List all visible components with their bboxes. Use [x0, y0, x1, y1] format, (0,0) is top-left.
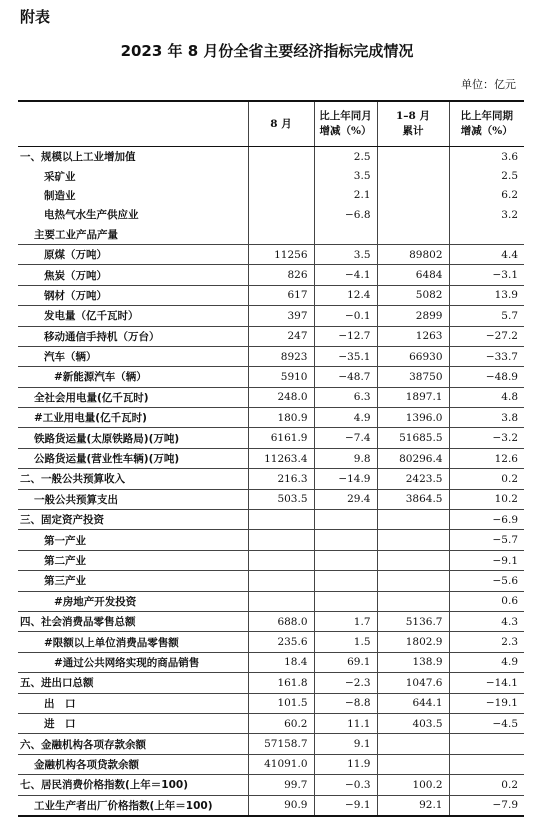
row-aug-value: [248, 147, 314, 167]
row-aug-value: [248, 510, 314, 530]
row-indicator-name: 钢材（万吨）: [18, 285, 248, 305]
row-cumulative-yoy-value: −4.5: [449, 713, 524, 733]
row-cumulative-yoy-value: −33.7: [449, 346, 524, 366]
row-indicator-name: 三、固定资产投资: [18, 510, 248, 530]
row-indicator-name: 七、居民消费价格指数(上年＝100): [18, 775, 248, 795]
table-row: [18, 591, 524, 611]
row-aug-yoy-value: 6.3: [314, 387, 377, 407]
row-cumulative-yoy-value: −5.6: [449, 571, 524, 591]
row-aug-value: [248, 166, 314, 185]
row-aug-value: 826: [248, 265, 314, 285]
row-cumulative-yoy-value: [449, 734, 524, 754]
row-cumulative-value: [377, 510, 449, 530]
row-cumulative-value: 1263: [377, 326, 449, 346]
header-jan-aug: [377, 101, 449, 147]
row-indicator-name: 公路货运量(营业性车辆)(万吨): [18, 448, 248, 468]
row-cumulative-yoy-value: −9.1: [449, 550, 524, 570]
row-cumulative-value: 38750: [377, 367, 449, 387]
row-cumulative-yoy-value: 5.7: [449, 306, 524, 326]
row-aug-value: [248, 591, 314, 611]
row-aug-value: 248.0: [248, 387, 314, 407]
row-cumulative-value: [377, 571, 449, 591]
row-cumulative-value: [377, 166, 449, 185]
row-cumulative-value: [377, 591, 449, 611]
row-aug-yoy-value: −8.8: [314, 693, 377, 713]
table-row: [18, 306, 524, 326]
row-aug-yoy-value: [314, 591, 377, 611]
row-indicator-name: 原煤（万吨）: [18, 244, 248, 264]
row-cumulative-value: [377, 550, 449, 570]
row-cumulative-yoy-value: 4.8: [449, 387, 524, 407]
row-aug-value: 247: [248, 326, 314, 346]
row-indicator-name: 一、规模以上工业增加值: [18, 147, 248, 167]
row-cumulative-value: [377, 147, 449, 167]
table-row: [18, 408, 524, 428]
row-cumulative-yoy-value: −6.9: [449, 510, 524, 530]
table-row: [18, 673, 524, 693]
row-cumulative-value: 1802.9: [377, 632, 449, 652]
row-cumulative-yoy-value: 2.3: [449, 632, 524, 652]
row-cumulative-value: 5082: [377, 285, 449, 305]
row-aug-yoy-value: 11.9: [314, 754, 377, 774]
header-aug: 8 月: [248, 101, 314, 147]
row-indicator-name: #新能源汽车（辆）: [18, 367, 248, 387]
header-ytd-yoy: [449, 101, 524, 147]
row-indicator-name: 发电量（亿千瓦时）: [18, 306, 248, 326]
row-aug-value: 60.2: [248, 713, 314, 733]
row-aug-yoy-value: 1.5: [314, 632, 377, 652]
table-row: [18, 186, 524, 205]
row-aug-yoy-value: [314, 550, 377, 570]
table-row: [18, 147, 524, 167]
row-cumulative-value: 2899: [377, 306, 449, 326]
row-aug-yoy-value: 1.7: [314, 611, 377, 631]
row-aug-yoy-value: 2.5: [314, 147, 377, 167]
row-cumulative-yoy-value: 6.2: [449, 186, 524, 205]
row-cumulative-yoy-value: 4.9: [449, 652, 524, 672]
row-aug-value: [248, 186, 314, 205]
table-row: [18, 795, 524, 816]
table-row: [18, 387, 524, 407]
row-cumulative-value: 100.2: [377, 775, 449, 795]
row-cumulative-value: 403.5: [377, 713, 449, 733]
row-aug-yoy-value: 9.1: [314, 734, 377, 754]
unit-label: 单位：亿元: [461, 78, 516, 91]
row-aug-yoy-value: −2.3: [314, 673, 377, 693]
table-row: [18, 166, 524, 185]
row-cumulative-value: 5136.7: [377, 611, 449, 631]
row-aug-value: 216.3: [248, 469, 314, 489]
table-row: [18, 713, 524, 733]
table-row: [18, 448, 524, 468]
row-cumulative-value: 89802: [377, 244, 449, 264]
row-indicator-name: 移动通信手持机（万台）: [18, 326, 248, 346]
row-aug-yoy-value: 11.1: [314, 713, 377, 733]
row-cumulative-value: [377, 186, 449, 205]
table-row: [18, 754, 524, 774]
row-cumulative-value: [377, 734, 449, 754]
row-aug-yoy-value: −0.3: [314, 775, 377, 795]
row-cumulative-yoy-value: −48.9: [449, 367, 524, 387]
table-row: [18, 244, 524, 264]
row-cumulative-yoy-value: 13.9: [449, 285, 524, 305]
row-aug-value: 180.9: [248, 408, 314, 428]
row-aug-yoy-value: 12.4: [314, 285, 377, 305]
table-row: [18, 225, 524, 245]
row-cumulative-yoy-value: 0.2: [449, 775, 524, 795]
attachment-label: 附表: [20, 8, 51, 26]
row-cumulative-value: 1396.0: [377, 408, 449, 428]
table-header: [18, 101, 524, 147]
row-cumulative-yoy-value: −19.1: [449, 693, 524, 713]
table-row: [18, 775, 524, 795]
table-row: [18, 489, 524, 509]
row-cumulative-yoy-value: 4.4: [449, 244, 524, 264]
row-cumulative-value: [377, 754, 449, 774]
row-indicator-name: 汽车（辆）: [18, 346, 248, 366]
row-cumulative-yoy-value: 3.6: [449, 147, 524, 167]
row-cumulative-yoy-value: −14.1: [449, 673, 524, 693]
table-row: [18, 530, 524, 550]
table-row: [18, 734, 524, 754]
row-aug-value: 57158.7: [248, 734, 314, 754]
row-aug-value: [248, 225, 314, 245]
row-cumulative-value: 92.1: [377, 795, 449, 816]
header-ytd-yoy-line2: 增减（%）: [460, 125, 513, 137]
row-aug-value: 688.0: [248, 611, 314, 631]
table-row: [18, 550, 524, 570]
row-indicator-name: 焦炭（万吨）: [18, 265, 248, 285]
row-indicator-name: #工业用电量(亿千瓦时): [18, 408, 248, 428]
table-row: [18, 571, 524, 591]
row-cumulative-yoy-value: 0.6: [449, 591, 524, 611]
row-cumulative-value: 2423.5: [377, 469, 449, 489]
header-jan-aug-line1: 1–8 月: [395, 110, 431, 122]
row-aug-yoy-value: −14.9: [314, 469, 377, 489]
row-aug-yoy-value: [314, 510, 377, 530]
row-indicator-name: 铁路货运量(太原铁路局)(万吨): [18, 428, 248, 448]
row-indicator-name: 二、一般公共预算收入: [18, 469, 248, 489]
row-indicator-name: #限额以上单位消费品零售额: [18, 632, 248, 652]
row-cumulative-yoy-value: −7.9: [449, 795, 524, 816]
row-cumulative-yoy-value: [449, 225, 524, 245]
row-indicator-name: 进 口: [18, 713, 248, 733]
header-aug-yoy-line2: 增减（%）: [319, 125, 372, 137]
row-indicator-name: #通过公共网络实现的商品销售: [18, 652, 248, 672]
row-aug-value: 41091.0: [248, 754, 314, 774]
row-aug-yoy-value: −0.1: [314, 306, 377, 326]
table-row: [18, 652, 524, 672]
row-cumulative-value: 1047.6: [377, 673, 449, 693]
row-aug-yoy-value: 9.8: [314, 448, 377, 468]
row-indicator-name: 全社会用电量(亿千瓦时): [18, 387, 248, 407]
row-aug-yoy-value: 2.1: [314, 186, 377, 205]
row-aug-value: 11263.4: [248, 448, 314, 468]
row-aug-value: [248, 530, 314, 550]
row-aug-value: 8923: [248, 346, 314, 366]
row-aug-value: 11256: [248, 244, 314, 264]
row-cumulative-value: 51685.5: [377, 428, 449, 448]
table-row: [18, 693, 524, 713]
row-aug-yoy-value: 3.5: [314, 166, 377, 185]
indicator-table: [18, 100, 524, 817]
table-row: [18, 510, 524, 530]
table-row: [18, 205, 524, 224]
row-aug-value: 5910: [248, 367, 314, 387]
row-aug-yoy-value: −6.8: [314, 205, 377, 224]
row-indicator-name: 第一产业: [18, 530, 248, 550]
table-row: [18, 285, 524, 305]
row-indicator-name: 第二产业: [18, 550, 248, 570]
row-cumulative-value: 644.1: [377, 693, 449, 713]
row-aug-yoy-value: [314, 571, 377, 591]
row-aug-yoy-value: −12.7: [314, 326, 377, 346]
row-aug-yoy-value: [314, 530, 377, 550]
row-aug-yoy-value: [314, 225, 377, 245]
header-aug-yoy: [314, 101, 377, 147]
row-aug-yoy-value: −7.4: [314, 428, 377, 448]
row-indicator-name: #房地产开发投资: [18, 591, 248, 611]
page-title: 2023 年 8 月份全省主要经济指标完成情况: [120, 42, 414, 60]
table-row: [18, 367, 524, 387]
row-cumulative-yoy-value: 10.2: [449, 489, 524, 509]
row-aug-value: [248, 205, 314, 224]
table-row: [18, 265, 524, 285]
row-cumulative-yoy-value: 3.8: [449, 408, 524, 428]
row-aug-yoy-value: −35.1: [314, 346, 377, 366]
row-cumulative-value: [377, 530, 449, 550]
header-ytd-yoy-line1: 比上年同期: [460, 110, 513, 122]
row-cumulative-yoy-value: [449, 754, 524, 774]
row-cumulative-yoy-value: −5.7: [449, 530, 524, 550]
header-aug-yoy-line1: 比上年同月: [319, 110, 372, 122]
row-cumulative-yoy-value: 3.2: [449, 205, 524, 224]
table-body: [18, 147, 524, 816]
row-aug-yoy-value: 3.5: [314, 244, 377, 264]
row-cumulative-yoy-value: −27.2: [449, 326, 524, 346]
row-aug-value: 90.9: [248, 795, 314, 816]
row-cumulative-yoy-value: −3.1: [449, 265, 524, 285]
row-aug-value: 235.6: [248, 632, 314, 652]
row-cumulative-value: 138.9: [377, 652, 449, 672]
row-indicator-name: 采矿业: [44, 170, 76, 183]
row-aug-value: 101.5: [248, 693, 314, 713]
row-aug-value: 397: [248, 306, 314, 326]
table-row: [18, 469, 524, 489]
row-aug-yoy-value: 29.4: [314, 489, 377, 509]
row-aug-yoy-value: −9.1: [314, 795, 377, 816]
row-cumulative-value: 1897.1: [377, 387, 449, 407]
row-cumulative-yoy-value: −3.2: [449, 428, 524, 448]
row-indicator-name: 五、进出口总额: [18, 673, 248, 693]
row-cumulative-value: [377, 225, 449, 245]
row-indicator-name: 工业生产者出厂价格指数(上年＝100): [18, 795, 248, 816]
table-row: [18, 611, 524, 631]
row-cumulative-value: [377, 205, 449, 224]
table-row: [18, 428, 524, 448]
row-aug-value: 6161.9: [248, 428, 314, 448]
row-aug-yoy-value: 4.9: [314, 408, 377, 428]
row-indicator-name: 金融机构各项贷款余额: [18, 754, 248, 774]
row-cumulative-value: 80296.4: [377, 448, 449, 468]
row-aug-value: [248, 550, 314, 570]
row-indicator-name: 出 口: [18, 693, 248, 713]
row-aug-value: 161.8: [248, 673, 314, 693]
row-cumulative-value: 3864.5: [377, 489, 449, 509]
table-row: [18, 326, 524, 346]
row-aug-yoy-value: 69.1: [314, 652, 377, 672]
table-row: [18, 632, 524, 652]
row-indicator-name: 电热气水生产供应业: [44, 209, 139, 222]
row-aug-yoy-value: −48.7: [314, 367, 377, 387]
row-aug-value: [248, 571, 314, 591]
row-indicator-name: 制造业: [44, 189, 76, 202]
table-row: [18, 346, 524, 366]
row-aug-value: 99.7: [248, 775, 314, 795]
row-indicator-name: 第三产业: [18, 571, 248, 591]
row-cumulative-yoy-value: 4.3: [449, 611, 524, 631]
row-indicator-name: 六、金融机构各项存款余额: [18, 734, 248, 754]
row-aug-value: 503.5: [248, 489, 314, 509]
header-indicator: [18, 101, 248, 147]
row-aug-value: 18.4: [248, 652, 314, 672]
row-indicator-name: 主要工业产品产量: [34, 228, 118, 241]
row-aug-value: 617: [248, 285, 314, 305]
row-cumulative-value: 66930: [377, 346, 449, 366]
row-cumulative-yoy-value: 0.2: [449, 469, 524, 489]
row-cumulative-yoy-value: 2.5: [449, 166, 524, 185]
row-cumulative-value: 6484: [377, 265, 449, 285]
row-indicator-name: 四、社会消费品零售总额: [18, 611, 248, 631]
row-cumulative-yoy-value: 12.6: [449, 448, 524, 468]
row-indicator-name: 一般公共预算支出: [18, 489, 248, 509]
row-aug-yoy-value: −4.1: [314, 265, 377, 285]
header-jan-aug-line2: 累计: [402, 125, 424, 137]
